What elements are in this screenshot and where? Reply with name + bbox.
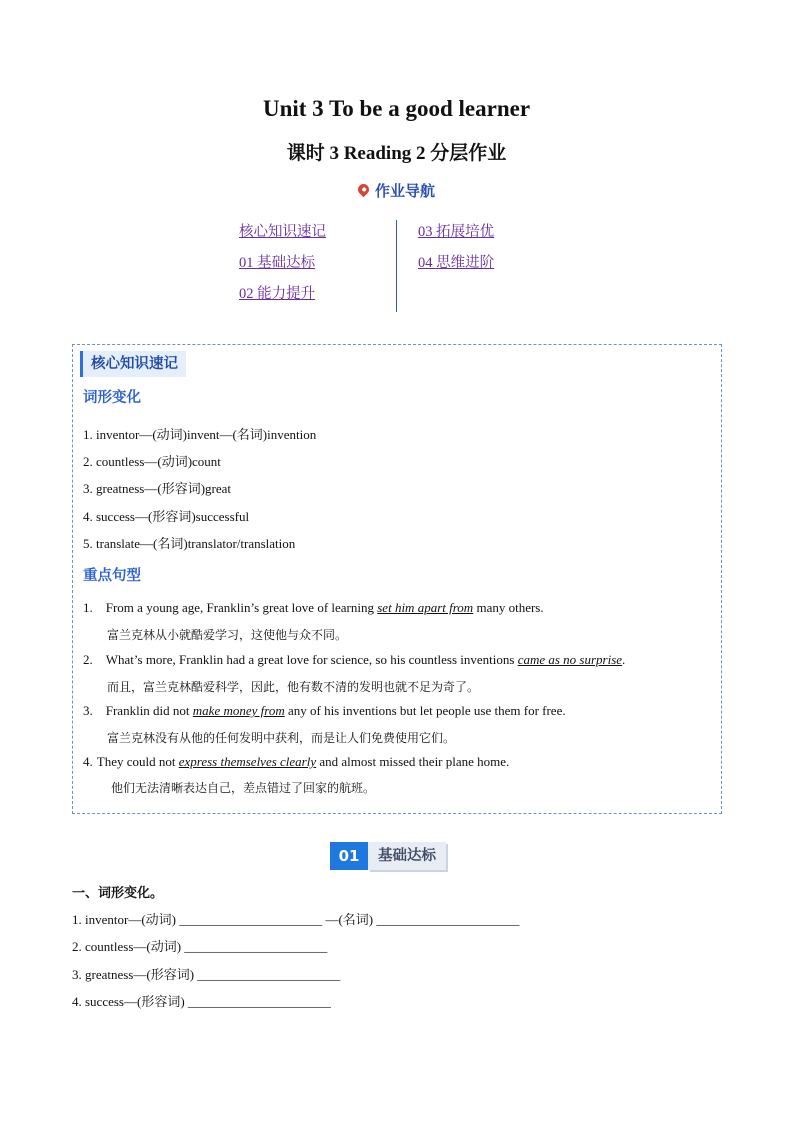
sentence-1 (83, 600, 544, 616)
nav-link-thinking[interactable]: 04 思维进阶 (418, 255, 495, 271)
sentence-text: Franklin did not (105, 703, 193, 718)
key-phrase: make money from (192, 703, 285, 718)
exercise-item-2: 2. countless—(动词) ______________________ (72, 939, 328, 954)
sentence-2 (83, 652, 625, 668)
section-number: 01 (330, 842, 368, 870)
key-phrase: express themselves clearly (178, 754, 317, 769)
sentence-number: 4. (83, 754, 93, 769)
nav-link-basic[interactable]: 01 基础达标 (239, 255, 316, 271)
sentence-text: any of his inventions but let people use them for free. (284, 703, 566, 718)
key-phrase: came as no surprise (517, 652, 623, 667)
exercise-item-1: 1. inventor—(动词) ______________________ —(名词) ______________________ (72, 912, 520, 927)
sentence-2-translation: 而且，富兰克林酷爱科学，因此，他有数不清的发明也就不足为奇了。 (107, 680, 480, 694)
nav-divider (396, 220, 397, 312)
word-form-item: 3. greatness—(形容词)great (83, 481, 232, 496)
core-knowledge-tag: 核心知识速记 (80, 351, 186, 377)
location-pin-icon (356, 182, 372, 198)
sentence-text: What’s more, Franklin had a great love for science, so his countless inventions (105, 652, 518, 667)
nav-heading-label: 作业导航 (374, 182, 435, 200)
sentence-3 (83, 703, 566, 719)
sentence-4-translation: 他们无法清晰表达自己，差点错过了回家的航班。 (111, 781, 376, 795)
word-form-item: 5. translate—(名词)translator/translation (83, 536, 296, 551)
key-phrase: set him apart from (377, 600, 474, 615)
sentence-number: 1. (83, 600, 93, 615)
document-subtitle: 课时 3 Reading 2 分层作业 (286, 143, 507, 164)
word-form-item: 2. countless—(动词)count (83, 454, 221, 469)
sentence-text: From a young age, Franklin’s great love of learning (105, 600, 378, 615)
section-01-badge (330, 842, 446, 870)
sentence-1-translation: 富兰克林从小就酷爱学习，这使他与众不同。 (107, 628, 348, 642)
word-form-item: 1. inventor—(动词)invent—(名词)invention (83, 427, 317, 442)
document-title: Unit 3 To be a good learner (262, 96, 531, 121)
sentence-text: . (622, 652, 626, 667)
sentence-3-translation: 富兰克林没有从他的任何发明中获利，而是让人们免费使用它们。 (107, 731, 456, 745)
sentence-number: 3. (83, 703, 93, 718)
word-form-item: 4. success—(形容词)successful (83, 509, 250, 524)
sentence-number: 2. (83, 652, 93, 667)
nav-link-core-knowledge[interactable]: 核心知识速记 (239, 224, 326, 240)
exercise-item-4: 4. success—(形容词) ______________________ (72, 994, 331, 1009)
sentence-4 (83, 754, 509, 770)
word-forms-heading: 词形变化 (83, 390, 141, 406)
section-label: 基础达标 (368, 842, 446, 870)
sentence-text: and almost missed their plane home. (316, 754, 510, 769)
nav-link-ability[interactable]: 02 能力提升 (239, 286, 316, 302)
sentence-text: many others. (473, 600, 544, 615)
sentence-text: They could not (96, 754, 179, 769)
nav-heading (0, 180, 793, 201)
question-heading: 一、词形变化。 (72, 886, 164, 901)
nav-link-extension[interactable]: 03 拓展培优 (418, 224, 495, 240)
exercise-item-3: 3. greatness—(形容词) ______________________ (72, 967, 341, 982)
key-sentences-heading: 重点句型 (83, 568, 141, 584)
